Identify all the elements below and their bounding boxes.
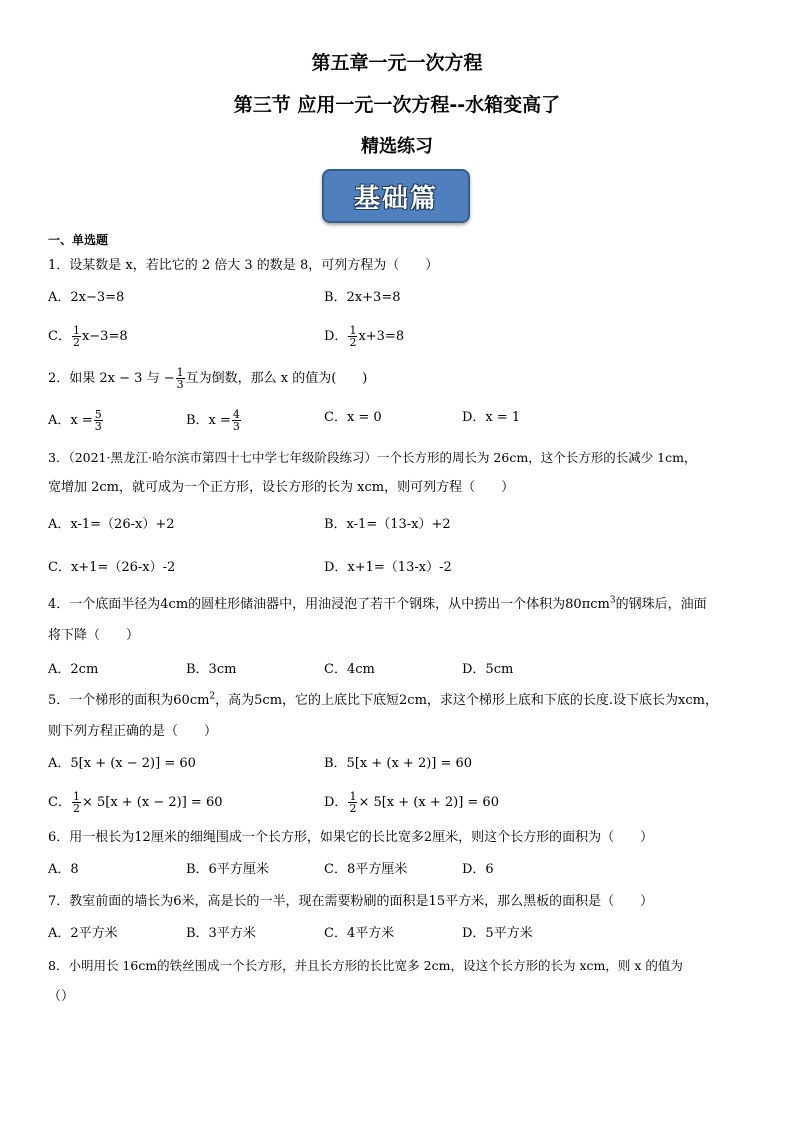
q3-option-a: A．x-1=（26-x）+2: [48, 517, 175, 532]
q1-option-a: A．2x−3=8: [48, 290, 125, 305]
q7-option-d: D．5平方米: [462, 926, 533, 941]
level-badge-label: 基础篇: [353, 183, 438, 214]
numerator: 1: [349, 324, 357, 337]
q4-stem-part-b: 的钢珠后，油面: [615, 597, 707, 612]
q8-stem-line-2: （）: [48, 989, 75, 1004]
q7-option-b: B．3平方米: [186, 926, 256, 941]
q6-option-d: D．6: [462, 862, 494, 877]
denominator: 2: [72, 802, 80, 815]
numerator: 4: [232, 408, 240, 421]
q1-stem: 1．设某数是 x，若比它的 2 倍大 3 的数是 8，可列方程为（ ）: [48, 258, 439, 273]
denominator: 3: [94, 420, 102, 433]
q2-option-d: D．x = 1: [462, 410, 521, 425]
q2-option-c: C．x = 0: [324, 410, 382, 425]
q1-option-d-label: D．: [324, 329, 348, 344]
q3-option-d: D．x+1=（13-x）-2: [324, 560, 452, 575]
q2-option-a: [48, 409, 104, 432]
q4-stem-line-2: 将下降（ ）: [48, 628, 140, 643]
q5-option-c: [48, 791, 222, 814]
chapter-title: 第五章一元一次方程: [311, 52, 483, 74]
q3-stem-line-2: 宽增加 2cm，就可成为一个正方形，设长方形的长为 xcm，则可列方程（ ）: [48, 480, 515, 495]
q5-option-d-fraction: [348, 791, 357, 814]
q1-option-c: [48, 325, 128, 348]
q5-option-d-rest: × 5[x + (x + 2)] = 60: [358, 795, 499, 810]
denominator: 3: [232, 420, 240, 433]
denominator: 2: [349, 802, 357, 815]
q5-option-d-label: D．: [324, 795, 348, 810]
q1-option-c-fraction: [72, 325, 81, 348]
q2-stem-fraction: [176, 367, 185, 390]
worksheet-subtitle: 精选练习: [361, 136, 433, 157]
q8-stem-line-1: 8．小明用长 16cm的铁丝围成一个长方形，并且长方形的长比宽多 2cm，设这个长方形的长为 xcm，则 x 的值为: [48, 958, 683, 973]
denominator: 3: [176, 378, 184, 391]
q6-stem: 6．用一根长为12厘米的细绳围成一个长方形，如果它的长比宽多2厘米，则这个长方形的面积为（ ）: [48, 830, 654, 845]
q2-option-a-label: A．x =: [48, 413, 93, 428]
q5-option-c-fraction: [72, 791, 81, 814]
q5-option-b: B．5[x + (x + 2)] = 60: [324, 756, 473, 771]
q5-option-a: A．5[x + (x − 2)] = 60: [48, 756, 196, 771]
q1-option-d: [324, 325, 404, 348]
q1-option-c-rest: x−3=8: [81, 329, 128, 344]
q3-option-b: B．x-1=（13-x）+2: [324, 517, 451, 532]
q5-option-d: [324, 791, 499, 814]
q5-stem-part-b: ，高为5cm，它的上底比下底短2cm，求这个梯形上底和下底的长度.设下底长为xcm，: [215, 693, 718, 708]
q5-option-c-rest: × 5[x + (x − 2)] = 60: [81, 795, 223, 810]
q5-stem-line-1: [48, 692, 718, 710]
numerator: 5: [94, 408, 102, 421]
denominator: 2: [349, 336, 357, 349]
q1-option-b: B．2x+3=8: [324, 290, 401, 305]
q1-option-d-rest: x+3=8: [358, 329, 405, 344]
q4-option-d: D．5cm: [462, 662, 514, 677]
q4-stem-line-1: [48, 596, 707, 614]
q2-stem: [48, 367, 367, 390]
q2-stem-part-b: 互为倒数，那么 x 的值为( ): [185, 371, 368, 386]
q3-option-c: C．x+1=（26-x）-2: [48, 560, 176, 575]
q2-option-b: [186, 409, 242, 432]
q5-stem-part-a: 5．一个梯形的面积为60cm: [48, 693, 210, 708]
q2-stem-part-a: 2．如果 2x − 3 与 −: [48, 371, 175, 386]
numerator: 1: [176, 366, 184, 379]
numerator: 1: [72, 324, 80, 337]
q1-option-d-fraction: [348, 325, 357, 348]
q4-option-a: A．2cm: [48, 662, 99, 677]
q2-option-b-fraction: [232, 409, 241, 432]
q1-option-c-label: C．: [48, 329, 71, 344]
q6-option-a: A．8: [48, 862, 79, 877]
q2-option-a-fraction: [94, 409, 103, 432]
q6-option-b: B．6平方厘米: [186, 862, 269, 877]
q2-option-b-label: B．x =: [186, 413, 231, 428]
denominator: 2: [72, 336, 80, 349]
q4-stem-exponent: 3: [609, 595, 616, 606]
numerator: 1: [72, 790, 80, 803]
numerator: 1: [349, 790, 357, 803]
q4-option-b: B．3cm: [186, 662, 237, 677]
q5-stem-exponent: 2: [209, 691, 216, 702]
q7-option-a: A．2平方米: [48, 926, 118, 941]
q4-option-c: C．4cm: [324, 662, 375, 677]
q5-stem-line-2: 则下列方程正确的是（ ）: [48, 724, 218, 739]
level-badge: [322, 169, 470, 223]
part-title: 一、单选题: [48, 233, 109, 247]
section-title: 第三节 应用一元一次方程--水箱变高了: [233, 94, 561, 116]
q6-option-c: C．8平方厘米: [324, 862, 408, 877]
q3-stem-line-1: 3．（2021·黑龙江·哈尔滨市第四十七中学七年级阶段练习）一个长方形的周长为 26cm，这个长方形的长减少 1cm，: [48, 450, 697, 465]
q4-stem-part-a: 4．一个底面半径为4cm的圆柱形储油器中，用油浸泡了若干个钢珠，从中捞出一个体积为80πcm: [48, 597, 610, 612]
q5-option-c-label: C．: [48, 795, 71, 810]
q7-stem: 7．教室前面的墙长为6米，高是长的一半，现在需要粉刷的面积是15平方米，那么黑板的面积是（ ）: [48, 894, 654, 909]
q7-option-c: C．4平方米: [324, 926, 395, 941]
